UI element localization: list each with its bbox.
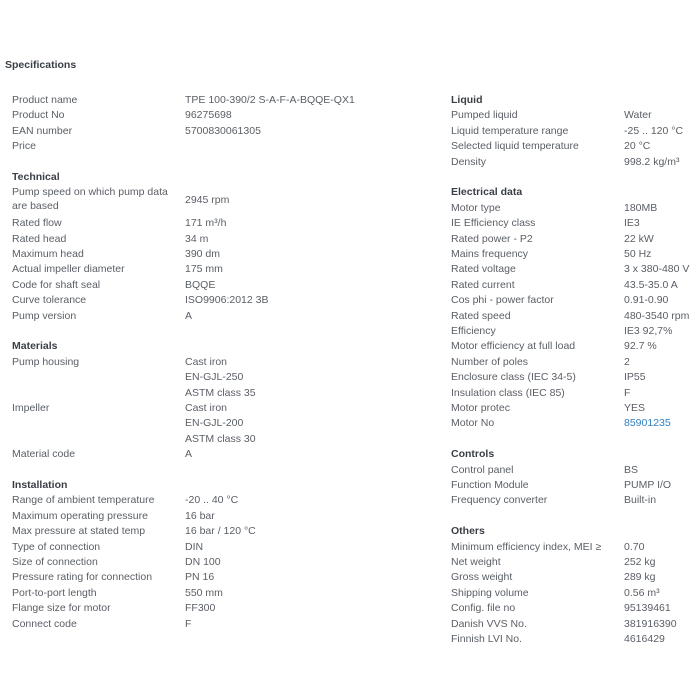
spec-label: Rated power - P2 (451, 232, 533, 245)
spec-row-pressure-rating-for-connection (12, 570, 432, 585)
spec-value: A (185, 309, 193, 322)
spec-value: A (185, 448, 193, 461)
spec-label: Net weight (451, 556, 501, 569)
spec-row-cos-phi-power-factor (451, 293, 696, 308)
spec-row-gross-weight (451, 570, 696, 585)
spec-value: 550 mm (185, 586, 223, 599)
section-title: Liquid (451, 94, 483, 106)
section-title: Others (451, 525, 485, 538)
spec-value: 4616429 (624, 633, 665, 646)
spec-row-pump-housing (12, 355, 432, 401)
spec-label: Rated head (12, 232, 67, 245)
spec-value: F (624, 386, 631, 399)
spec-row-actual-impeller-diameter (12, 262, 432, 277)
spec-value: 22 kW (624, 232, 654, 245)
spec-section-general (12, 93, 432, 155)
spec-value: 50 Hz (624, 248, 652, 261)
spec-section-electrical-data (451, 185, 696, 431)
spec-row-max-pressure-at-stated-temp (12, 524, 432, 539)
spec-label: Port-to-port length (12, 586, 97, 599)
spec-row-enclosure-class-iec-34-5 (451, 370, 696, 385)
spec-label: Range of ambient temperature (12, 494, 155, 507)
spec-label: Size of connection (12, 555, 98, 568)
spec-label: Mains frequency (451, 248, 529, 261)
spec-row-shipping-volume (451, 586, 696, 601)
spec-value: 0.56 m³ (624, 586, 660, 599)
spec-row-control-panel (451, 463, 696, 478)
spec-row-minimum-efficiency-index-mei (451, 540, 696, 555)
spec-value (185, 401, 432, 447)
spec-value: FF300 (185, 602, 216, 615)
spec-value: ISO9906:2012 3B (185, 294, 269, 307)
spec-label: Pressure rating for connection (12, 571, 153, 584)
spec-label: Config. file no (451, 602, 516, 615)
spec-row-liquid-temperature-range (451, 124, 696, 139)
spec-value (624, 416, 696, 431)
spec-row-ie-efficiency-class (451, 216, 696, 231)
spec-row-insulation-class-iec-85 (451, 386, 696, 401)
spec-value: 16 bar (185, 509, 215, 522)
spec-value: 3 x 380-480 V (624, 263, 690, 276)
spec-value-line: Cast iron (185, 355, 228, 368)
spec-value: 252 kg (624, 556, 656, 569)
spec-label: Actual impeller diameter (12, 263, 125, 276)
spec-value: 5700830061305 (185, 124, 261, 137)
spec-row-material-code (12, 447, 432, 462)
spec-value: 180MB (624, 201, 658, 214)
spec-label: Motor type (451, 201, 501, 214)
spec-row-density (451, 155, 696, 170)
spec-label: Connect code (12, 617, 77, 630)
spec-value: PUMP I/O (624, 479, 672, 492)
motor-number-link[interactable]: 85901235 (624, 417, 671, 430)
spec-label: Rated current (451, 278, 515, 291)
spec-label: Max pressure at stated temp (12, 525, 146, 538)
spec-row-maximum-head (12, 247, 432, 262)
spec-row-port-to-port-length (12, 586, 432, 601)
spec-row-rated-speed (451, 309, 696, 324)
spec-value: 175 mm (185, 263, 223, 276)
spec-label: Impeller (12, 402, 50, 414)
spec-value: TPE 100-390/2 S-A-F-A-BQQE-QX1 (185, 94, 355, 106)
spec-label: Number of poles (451, 355, 529, 368)
spec-row-code-for-shaft-seal (12, 278, 432, 293)
spec-value: 289 kg (624, 571, 656, 584)
spec-label: Curve tolerance (12, 294, 87, 307)
spec-label: Density (451, 155, 487, 168)
spec-label: Pump speed on which pump data are based (12, 186, 168, 212)
spec-label: Motor efficiency at full load (451, 340, 576, 353)
spec-value: 2 (624, 355, 630, 368)
section-title: Materials (12, 340, 58, 353)
spec-value: DIN (185, 540, 204, 553)
left-column (12, 93, 432, 647)
spec-label: Material code (12, 448, 76, 461)
spec-row-ean-number (12, 124, 432, 139)
spec-label: Maximum operating pressure (12, 509, 148, 522)
spec-row-range-of-ambient-temperature (12, 493, 432, 508)
spec-row-rated-current (451, 278, 696, 293)
spec-label: Product name (12, 94, 78, 106)
section-title: Technical (12, 171, 60, 184)
spec-value-line: ASTM class 35 (185, 386, 256, 399)
spec-value: 95139461 (624, 602, 671, 615)
spec-row-mains-frequency (451, 247, 696, 262)
spec-label: Maximum head (12, 248, 84, 261)
spec-row-selected-liquid-temperature (451, 139, 696, 154)
spec-section-others (451, 524, 696, 647)
spec-row-net-weight (451, 555, 696, 570)
spec-section-liquid (451, 93, 696, 170)
spec-label: Selected liquid temperature (451, 140, 579, 153)
spec-value: 381916390 (624, 617, 677, 630)
spec-value: 20 °C (624, 140, 651, 153)
spec-label: Danish VVS No. (451, 617, 527, 630)
spec-row-finnish-lvi-no (451, 632, 696, 647)
spec-label: Rated speed (451, 309, 511, 322)
spec-value: Built-in (624, 494, 657, 507)
spec-value: 998.2 kg/m³ (624, 155, 680, 168)
spec-label: Gross weight (451, 571, 513, 584)
spec-row-efficiency (451, 324, 696, 339)
spec-label: Code for shaft seal (12, 278, 101, 291)
spec-value (185, 139, 432, 154)
spec-label: Pumped liquid (451, 109, 518, 122)
spec-row-frequency-converter (451, 493, 696, 508)
spec-value: -25 .. 120 °C (624, 124, 684, 137)
section-title: Electrical data (451, 186, 523, 199)
spec-value: 43.5-35.0 A (624, 278, 678, 291)
spec-value-line: ASTM class 30 (185, 432, 256, 445)
spec-label: Type of connection (12, 540, 101, 553)
spec-row-product-name (12, 93, 432, 108)
spec-label: Liquid temperature range (451, 124, 569, 137)
spec-value: 2945 rpm (185, 194, 230, 207)
spec-value: 171 m³/h (185, 217, 227, 230)
spec-section-technical (12, 170, 432, 324)
spec-row-product-no (12, 108, 432, 123)
spec-row-danish-vvs-no (451, 617, 696, 632)
spec-row-motor-efficiency-at-full-load (451, 339, 696, 354)
spec-section-materials (12, 339, 432, 462)
spec-label: Frequency converter (451, 494, 548, 507)
spec-value: PN 16 (185, 571, 215, 584)
spec-row-number-of-poles (451, 355, 696, 370)
spec-value: F (185, 617, 192, 630)
spec-row-motor-no (451, 416, 696, 431)
spec-value: BQQE (185, 278, 216, 291)
spec-label: Rated flow (12, 217, 62, 230)
spec-label: Control panel (451, 463, 514, 476)
spec-label: Flange size for motor (12, 602, 111, 615)
spec-label: EAN number (12, 124, 73, 137)
spec-label: Insulation class (IEC 85) (451, 386, 565, 399)
spec-value: -20 .. 40 °C (185, 494, 239, 507)
page-title: Specifications (5, 59, 77, 71)
spec-value: 16 bar / 120 °C (185, 525, 256, 538)
spec-value: 34 m (185, 232, 209, 245)
spec-row-rated-voltage (451, 262, 696, 277)
spec-row-pump-speed-on-which-pump-data-are-based (12, 185, 432, 216)
spec-value: YES (624, 402, 646, 415)
right-column (451, 93, 696, 663)
spec-value: 0.70 (624, 540, 645, 553)
spec-value-line: EN-GJL-200 (185, 417, 244, 430)
spec-label: Shipping volume (451, 586, 529, 599)
spec-label: Cos phi - power factor (451, 294, 554, 307)
spec-row-price (12, 139, 432, 154)
spec-row-maximum-operating-pressure (12, 509, 432, 524)
spec-section-controls (451, 447, 696, 509)
spec-row-motor-protec (451, 401, 696, 416)
spec-value: BS (624, 463, 639, 476)
spec-value-line: EN-GJL-250 (185, 371, 244, 384)
spec-row-impeller (12, 401, 432, 447)
spec-value-line: Cast iron (185, 402, 228, 414)
spec-label: Pump housing (12, 355, 80, 368)
spec-label: Efficiency (451, 325, 496, 338)
spec-value: Water (624, 109, 652, 122)
spec-value: 390 dm (185, 248, 221, 261)
spec-value: 96275698 (185, 109, 232, 122)
spec-value: IP55 (624, 371, 646, 384)
spec-row-pumped-liquid (451, 108, 696, 123)
spec-row-function-module (451, 478, 696, 493)
spec-row-curve-tolerance (12, 293, 432, 308)
spec-value: 0.91-0.90 (624, 294, 669, 307)
spec-value: DN 100 (185, 555, 221, 568)
spec-label: Minimum efficiency index, MEI ≥ (451, 540, 602, 553)
spec-row-config-file-no (451, 601, 696, 616)
spec-value (185, 355, 432, 401)
spec-label: IE Efficiency class (451, 217, 536, 230)
spec-row-rated-power-p2 (451, 232, 696, 247)
spec-label: Finnish LVI No. (451, 633, 523, 646)
spec-value: IE3 92,7% (624, 325, 673, 338)
section-title: Controls (451, 448, 495, 461)
spec-label: Price (12, 140, 36, 153)
spec-row-connect-code (12, 617, 432, 632)
spec-row-pump-version (12, 309, 432, 324)
spec-row-size-of-connection (12, 555, 432, 570)
spec-label: Pump version (12, 309, 77, 322)
spec-label: Rated voltage (451, 263, 516, 276)
spec-value: 92.7 % (624, 340, 657, 353)
spec-label: Motor protec (451, 402, 510, 415)
spec-label: Product No (12, 109, 65, 122)
spec-value: IE3 (624, 217, 640, 230)
spec-row-flange-size-for-motor (12, 601, 432, 616)
spec-row-type-of-connection (12, 540, 432, 555)
spec-row-rated-head (12, 232, 432, 247)
spec-label: Motor No (451, 417, 495, 430)
spec-label: Enclosure class (IEC 34-5) (451, 371, 576, 384)
spec-row-rated-flow (12, 216, 432, 231)
spec-value: 480-3540 rpm (624, 309, 690, 322)
spec-section-installation (12, 478, 432, 632)
spec-row-motor-type (451, 201, 696, 216)
spec-label: Function Module (451, 479, 529, 492)
section-title: Installation (12, 478, 68, 491)
